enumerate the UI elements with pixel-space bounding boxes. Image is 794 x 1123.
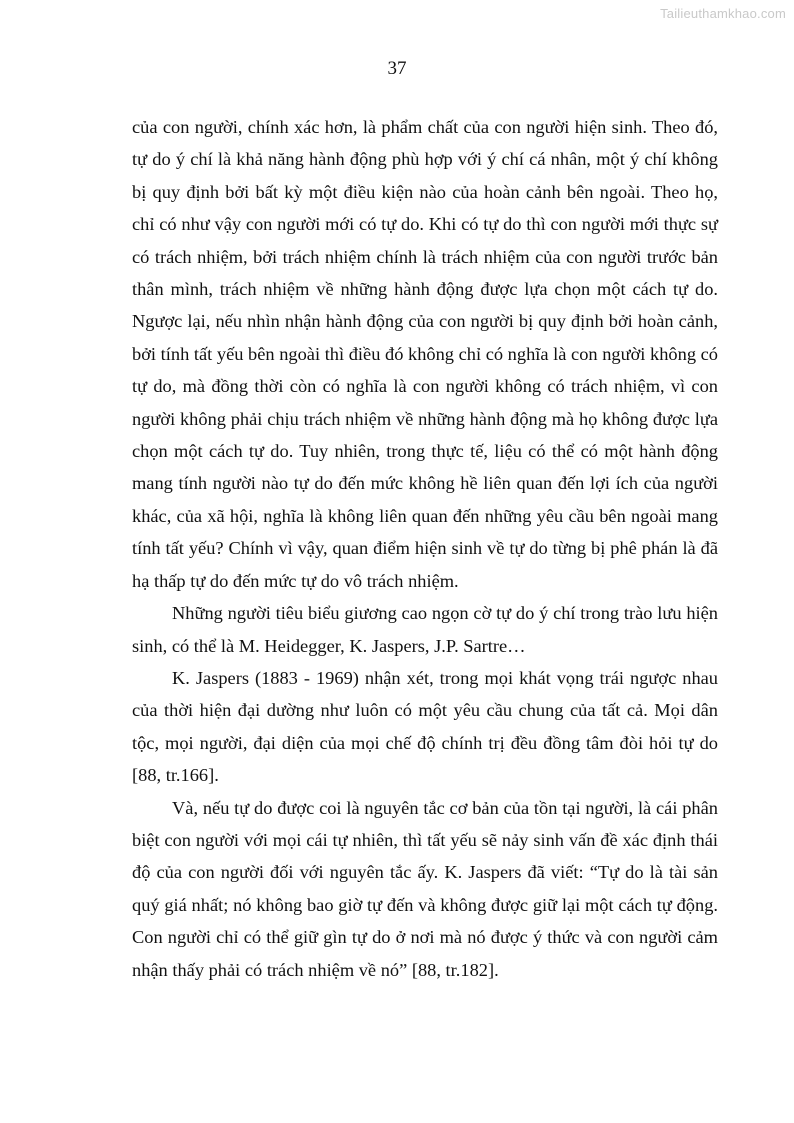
paragraph-jaspers-quote: Và, nếu tự do được coi là nguyên tắc cơ bản của tồn tại người, là cái phân biệt con người với mọi cái tự nhiên, thì tất yếu sẽ nảy sinh vấn đề xác định thái độ của con người đối với nguyên tắc ấy. K. Jaspers đã viết: “Tự do là tài sản quý giá nhất; nó không bao giờ tự đến và không được giữ lại một cách tự động. Con người chỉ có thể giữ gìn tự do ở nơi mà nó được ý thức và con người cảm nhận thấy phải có trách nhiệm về nó” [88, tr.182]. [132, 797, 718, 980]
body-text [132, 111, 718, 986]
paragraph-existentialists: Những người tiêu biểu giương cao ngọn cờ tự do ý chí trong trào lưu hiện sinh, có thể là M. Heidegger, K. Jaspers, J.P. Sartre… [132, 603, 718, 656]
watermark: Tailieuthamkhao.com [660, 6, 786, 21]
paragraph-jaspers-remark: K. Jaspers (1883 - 1969) nhận xét, trong mọi khát vọng trái ngược nhau của thời hiện đại dường như luôn có một yêu cầu chung của tất cả. Mọi dân tộc, mọi người, đại diện của mọi chế độ chính trị đều đồng tâm đòi hỏi tự do [88, tr.166]. [132, 667, 718, 786]
paragraph-continued: của con người, chính xác hơn, là phẩm chất của con người hiện sinh. Theo đó, tự do ý chí là khả năng hành động phù hợp với ý chí cá nhân, một ý chí không bị quy định bởi bất kỳ một điều kiện nào của hoàn cảnh bên ngoài. Theo họ, chỉ có như vậy con người mới có tự do. Khi có tự do thì con người mới thực sự có trách nhiệm, bởi trách nhiệm chính là trách nhiệm của con người trước bản thân mình, trách nhiệm về những hành động được lựa chọn một cách tự do. Ngược lại, nếu nhìn nhận hành động của con người bị quy định bởi hoàn cảnh, bởi tính tất yếu bên ngoài thì điều đó không chỉ có nghĩa là con người không có tự do, mà đồng thời còn có nghĩa là con người không có trách nhiệm, vì con người không phải chịu trách nhiệm về những hành động mà họ không được lựa chọn một cách tự do. Tuy nhiên, trong thực tế, liệu có thể có một hành động mang tính người nào tự do đến mức không hề liên quan đến lợi ích của người khác, của xã hội, nghĩa là không liên quan đến những yêu cầu bên ngoài mang tính tất yếu? Chính vì vậy, quan điểm hiện sinh về tự do từng bị phê phán là đã hạ thấp tự do đến mức tự do vô trách nhiệm. [132, 117, 718, 591]
page-number: 37 [387, 58, 407, 79]
